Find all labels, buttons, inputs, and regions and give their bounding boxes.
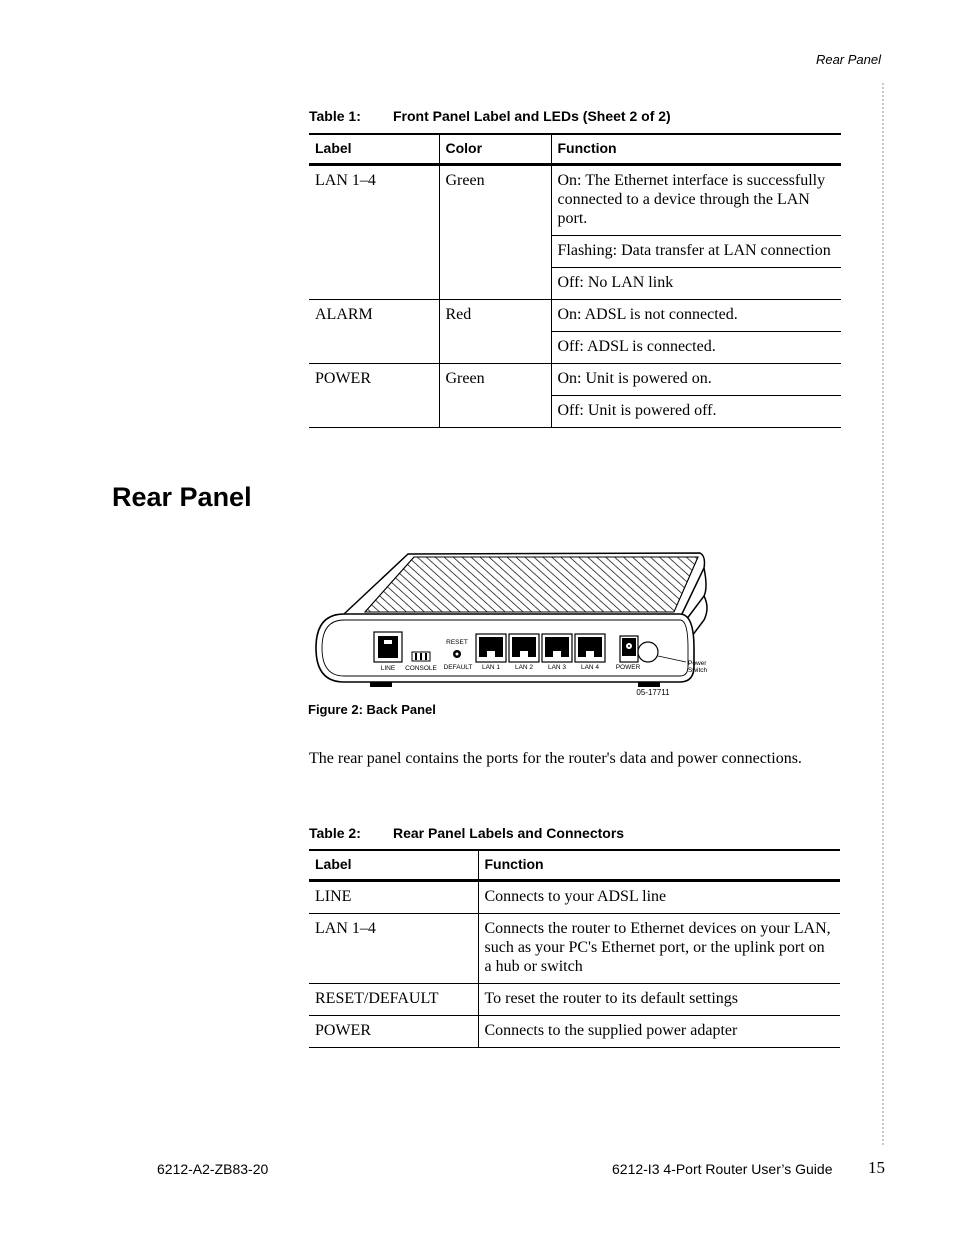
power-label: POWER	[615, 664, 641, 671]
table-row	[309, 165, 841, 236]
power-switch-label-2: Switch	[688, 667, 708, 674]
table-row	[309, 300, 841, 332]
table2-number: Table 2:	[309, 825, 361, 841]
lan2-label: LAN 2	[514, 664, 534, 671]
led-function: Flashing: Data transfer at LAN connection	[551, 236, 841, 268]
lan4-label: LAN 4	[580, 664, 600, 671]
table2-title: Rear Panel Labels and Connectors	[393, 825, 625, 841]
led-color: Green	[439, 165, 551, 300]
part-number: 05-17711	[636, 688, 670, 697]
rear-foot-left	[370, 682, 392, 687]
table2-caption	[309, 825, 624, 841]
power-switch-label-1: Power	[688, 660, 707, 667]
connector-function: Connects the router to Ethernet devices on your LAN, such as your PC's Ethernet port, or the uplink port on a hub or switch	[478, 914, 840, 984]
column-header-label: Label	[309, 134, 439, 165]
led-function: On: Unit is powered on.	[551, 364, 841, 396]
table-row	[309, 914, 840, 984]
rear-foot-right	[638, 682, 660, 687]
connector-label: POWER	[309, 1016, 478, 1048]
power-jack	[620, 636, 638, 662]
table-row	[309, 881, 840, 914]
lan-port-4	[575, 634, 605, 662]
led-function: Off: No LAN link	[551, 268, 841, 300]
led-label: ALARM	[309, 300, 439, 364]
lan-port-1	[476, 634, 506, 662]
connector-label: LINE	[309, 881, 478, 914]
led-color: Green	[439, 364, 551, 428]
connector-function: Connects to the supplied power adapter	[478, 1016, 840, 1048]
footer-doc-number: 6212-A2-ZB83-20	[157, 1161, 269, 1177]
back-panel-figure	[308, 548, 718, 704]
line-port	[374, 632, 402, 662]
led-function: Off: Unit is powered off.	[551, 396, 841, 428]
table-header-row	[309, 134, 841, 165]
table1-title: Front Panel Label and LEDs (Sheet 2 of 2)	[393, 108, 671, 124]
lan-port-2	[509, 634, 539, 662]
running-head: Rear Panel	[815, 52, 881, 67]
connector-label: LAN 1–4	[309, 914, 478, 984]
lan-port-3	[542, 634, 572, 662]
column-header-function: Function	[478, 850, 840, 881]
reset-button	[453, 650, 461, 658]
vent-grille	[365, 557, 698, 612]
default-label: DEFAULT	[443, 664, 473, 671]
footer-guide-title: 6212-I3 4-Port Router User’s Guide	[612, 1161, 833, 1177]
connector-function: Connects to your ADSL line	[478, 881, 840, 914]
figure-caption: Figure 2: Back Panel	[308, 702, 436, 717]
rear-panel-connector-table	[309, 849, 840, 1048]
table-header-row	[309, 850, 840, 881]
table1-number: Table 1:	[309, 108, 361, 124]
led-label: POWER	[309, 364, 439, 428]
lan1-label: LAN 1	[481, 664, 501, 671]
led-function: On: ADSL is not connected.	[551, 300, 841, 332]
column-header-function: Function	[551, 134, 841, 165]
reset-label: RESET	[446, 639, 468, 646]
column-header-label: Label	[309, 850, 478, 881]
led-color: Red	[439, 300, 551, 364]
console-label: CONSOLE	[405, 665, 437, 672]
column-header-color: Color	[439, 134, 551, 165]
connector-function: To reset the router to its default settings	[478, 984, 840, 1016]
console-switch	[412, 652, 430, 661]
connector-label: RESET/DEFAULT	[309, 984, 478, 1016]
table-row	[309, 364, 841, 396]
front-panel-led-table	[309, 133, 841, 428]
led-function: Off: ADSL is connected.	[551, 332, 841, 364]
lan3-label: LAN 3	[547, 664, 567, 671]
section-title: Rear Panel	[112, 482, 252, 512]
led-function: On: The Ethernet interface is successfully connected to a device through the LAN port.	[551, 165, 841, 236]
table-row	[309, 984, 840, 1016]
body-paragraph: The rear panel contains the ports for the router's data and power connections.	[309, 750, 802, 767]
led-label: LAN 1–4	[309, 165, 439, 300]
margin-rule	[882, 83, 884, 1145]
table-row	[309, 1016, 840, 1048]
line-label: LINE	[380, 665, 396, 672]
page-number: 15	[868, 1158, 885, 1177]
table1-caption	[309, 108, 671, 124]
